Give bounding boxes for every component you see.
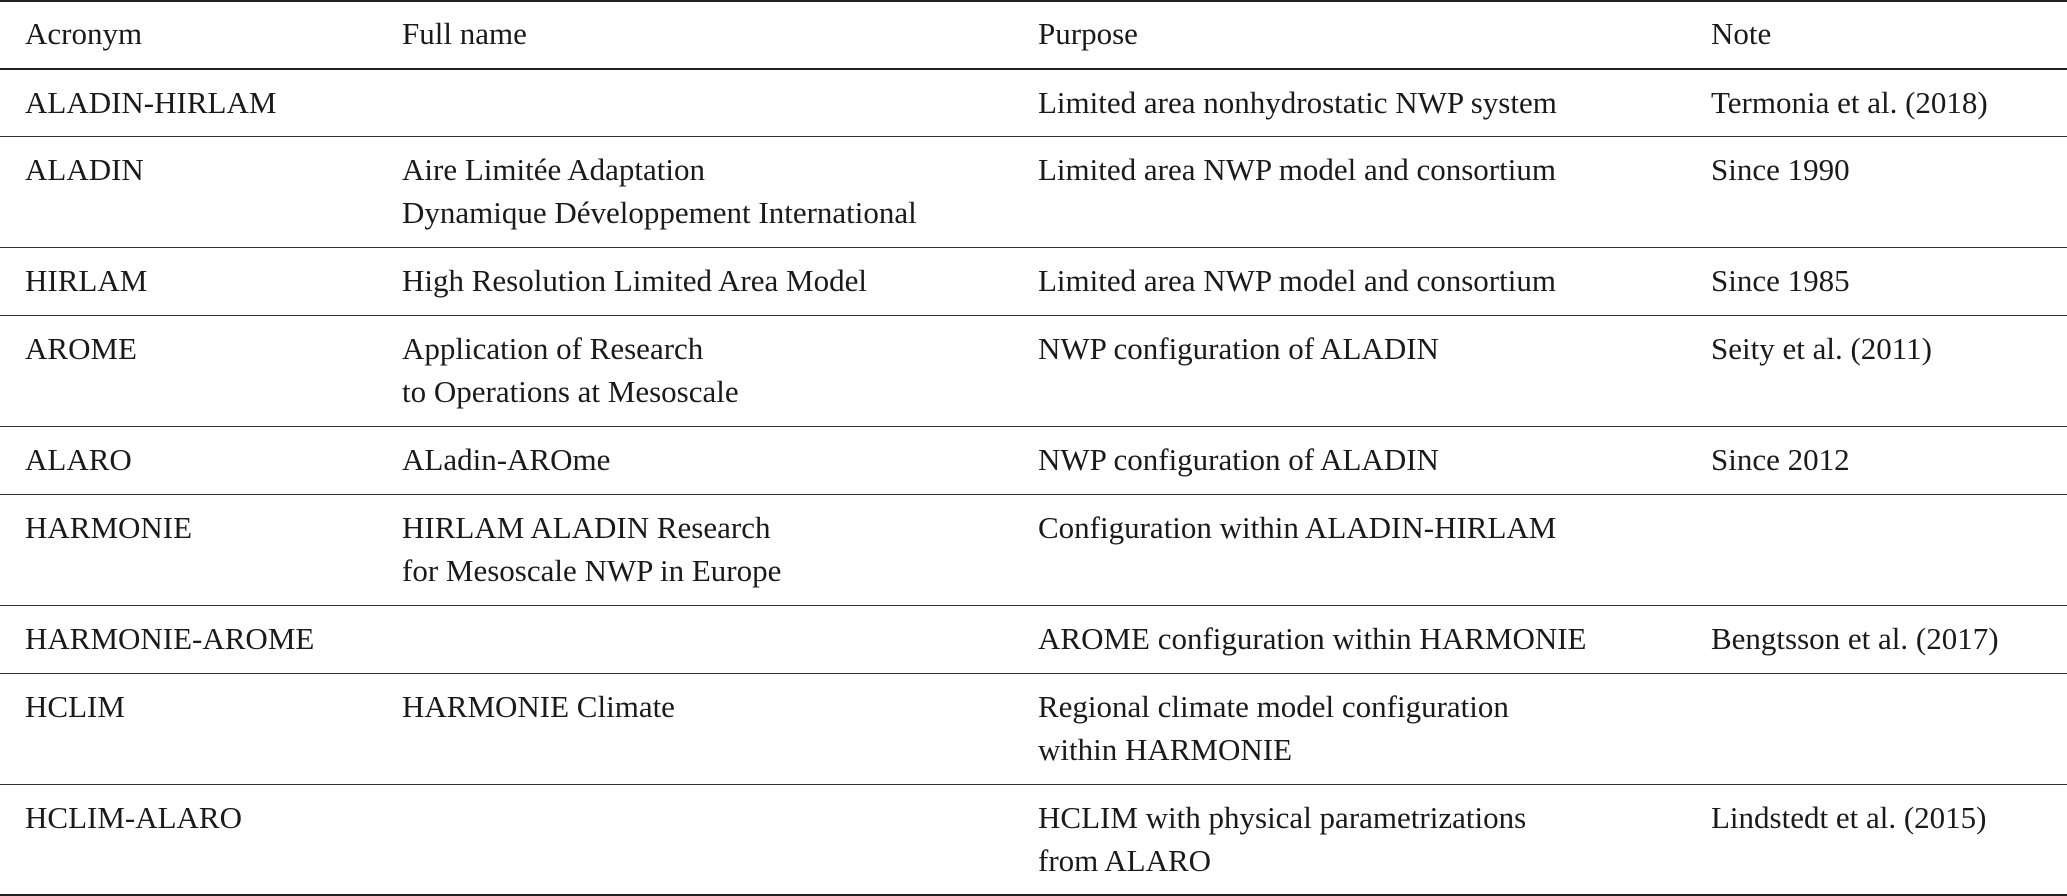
full-name-cell bbox=[402, 426, 1038, 494]
header-note: Note bbox=[1711, 1, 2067, 69]
table-row bbox=[0, 494, 2067, 605]
acronym-cell: HARMONIE bbox=[0, 494, 402, 605]
full-name-cell bbox=[402, 605, 1038, 673]
full-name-line: HARMONIE Climate bbox=[402, 688, 675, 724]
purpose-cell bbox=[1038, 605, 1711, 673]
acronym-cell: ALARO bbox=[0, 426, 402, 494]
table-row bbox=[0, 136, 2067, 247]
purpose-line: Configuration within ALADIN-HIRLAM bbox=[1038, 509, 1557, 545]
purpose-cell bbox=[1038, 784, 1711, 895]
purpose-cell bbox=[1038, 315, 1711, 426]
purpose-cell bbox=[1038, 136, 1711, 247]
header-acronym: Acronym bbox=[0, 1, 402, 69]
full-name-line: HIRLAM ALADIN Research bbox=[402, 509, 771, 545]
full-name-line: for Mesoscale NWP in Europe bbox=[402, 552, 782, 588]
full-name-cell bbox=[402, 136, 1038, 247]
note-cell: Termonia et al. (2018) bbox=[1711, 69, 2067, 136]
acronym-cell: HCLIM-ALARO bbox=[0, 784, 402, 895]
note-cell bbox=[1711, 673, 2067, 784]
purpose-line: Limited area nonhydrostatic NWP system bbox=[1038, 85, 1557, 120]
note-cell: Bengtsson et al. (2017) bbox=[1711, 605, 2067, 673]
full-name-cell bbox=[402, 784, 1038, 895]
table-row bbox=[0, 673, 2067, 784]
header-purpose: Purpose bbox=[1038, 1, 1711, 69]
note-cell: Seity et al. (2011) bbox=[1711, 315, 2067, 426]
full-name-cell bbox=[402, 315, 1038, 426]
purpose-line: Regional climate model configuration bbox=[1038, 688, 1509, 724]
header-full-name: Full name bbox=[402, 1, 1038, 69]
full-name-line: Aire Limitée Adaptation bbox=[402, 151, 706, 187]
purpose-line: HCLIM with physical parametrizations bbox=[1038, 799, 1527, 835]
note-cell bbox=[1711, 494, 2067, 605]
purpose-line: Limited area NWP model and consortium bbox=[1038, 151, 1556, 187]
purpose-line: NWP configuration of ALADIN bbox=[1038, 330, 1439, 366]
purpose-cell bbox=[1038, 247, 1711, 315]
table-row bbox=[0, 69, 2067, 136]
full-name-cell bbox=[402, 247, 1038, 315]
full-name-line: to Operations at Mesoscale bbox=[402, 373, 739, 409]
full-name-line: Dynamique Développement International bbox=[402, 194, 917, 230]
full-name-line: Application of Research bbox=[402, 330, 704, 366]
note-cell: Since 1990 bbox=[1711, 136, 2067, 247]
purpose-line: NWP configuration of ALADIN bbox=[1038, 441, 1439, 477]
acronym-cell: HIRLAM bbox=[0, 247, 402, 315]
table-row bbox=[0, 784, 2067, 895]
purpose-cell bbox=[1038, 69, 1711, 136]
note-cell: Since 1985 bbox=[1711, 247, 2067, 315]
acronym-cell: HARMONIE-AROME bbox=[0, 605, 402, 673]
table-row bbox=[0, 605, 2067, 673]
full-name-line: ALadin-AROme bbox=[402, 441, 611, 477]
table-header-row bbox=[0, 1, 2067, 69]
purpose-line: Limited area NWP model and consortium bbox=[1038, 262, 1556, 298]
note-cell: Since 2012 bbox=[1711, 426, 2067, 494]
table-row bbox=[0, 315, 2067, 426]
purpose-cell bbox=[1038, 426, 1711, 494]
acronym-cell: ALADIN bbox=[0, 136, 402, 247]
table-row bbox=[0, 247, 2067, 315]
purpose-line: AROME configuration within HARMONIE bbox=[1038, 620, 1587, 656]
purpose-cell bbox=[1038, 494, 1711, 605]
full-name-line: High Resolution Limited Area Model bbox=[402, 262, 867, 298]
acronym-cell: AROME bbox=[0, 315, 402, 426]
acronym-cell: ALADIN-HIRLAM bbox=[0, 69, 402, 136]
purpose-cell bbox=[1038, 673, 1711, 784]
note-cell: Lindstedt et al. (2015) bbox=[1711, 784, 2067, 895]
purpose-line: within HARMONIE bbox=[1038, 731, 1293, 767]
purpose-line: from ALARO bbox=[1038, 842, 1212, 878]
acronym-cell: HCLIM bbox=[0, 673, 402, 784]
full-name-cell bbox=[402, 494, 1038, 605]
table-row bbox=[0, 426, 2067, 494]
full-name-cell bbox=[402, 673, 1038, 784]
full-name-cell bbox=[402, 69, 1038, 136]
